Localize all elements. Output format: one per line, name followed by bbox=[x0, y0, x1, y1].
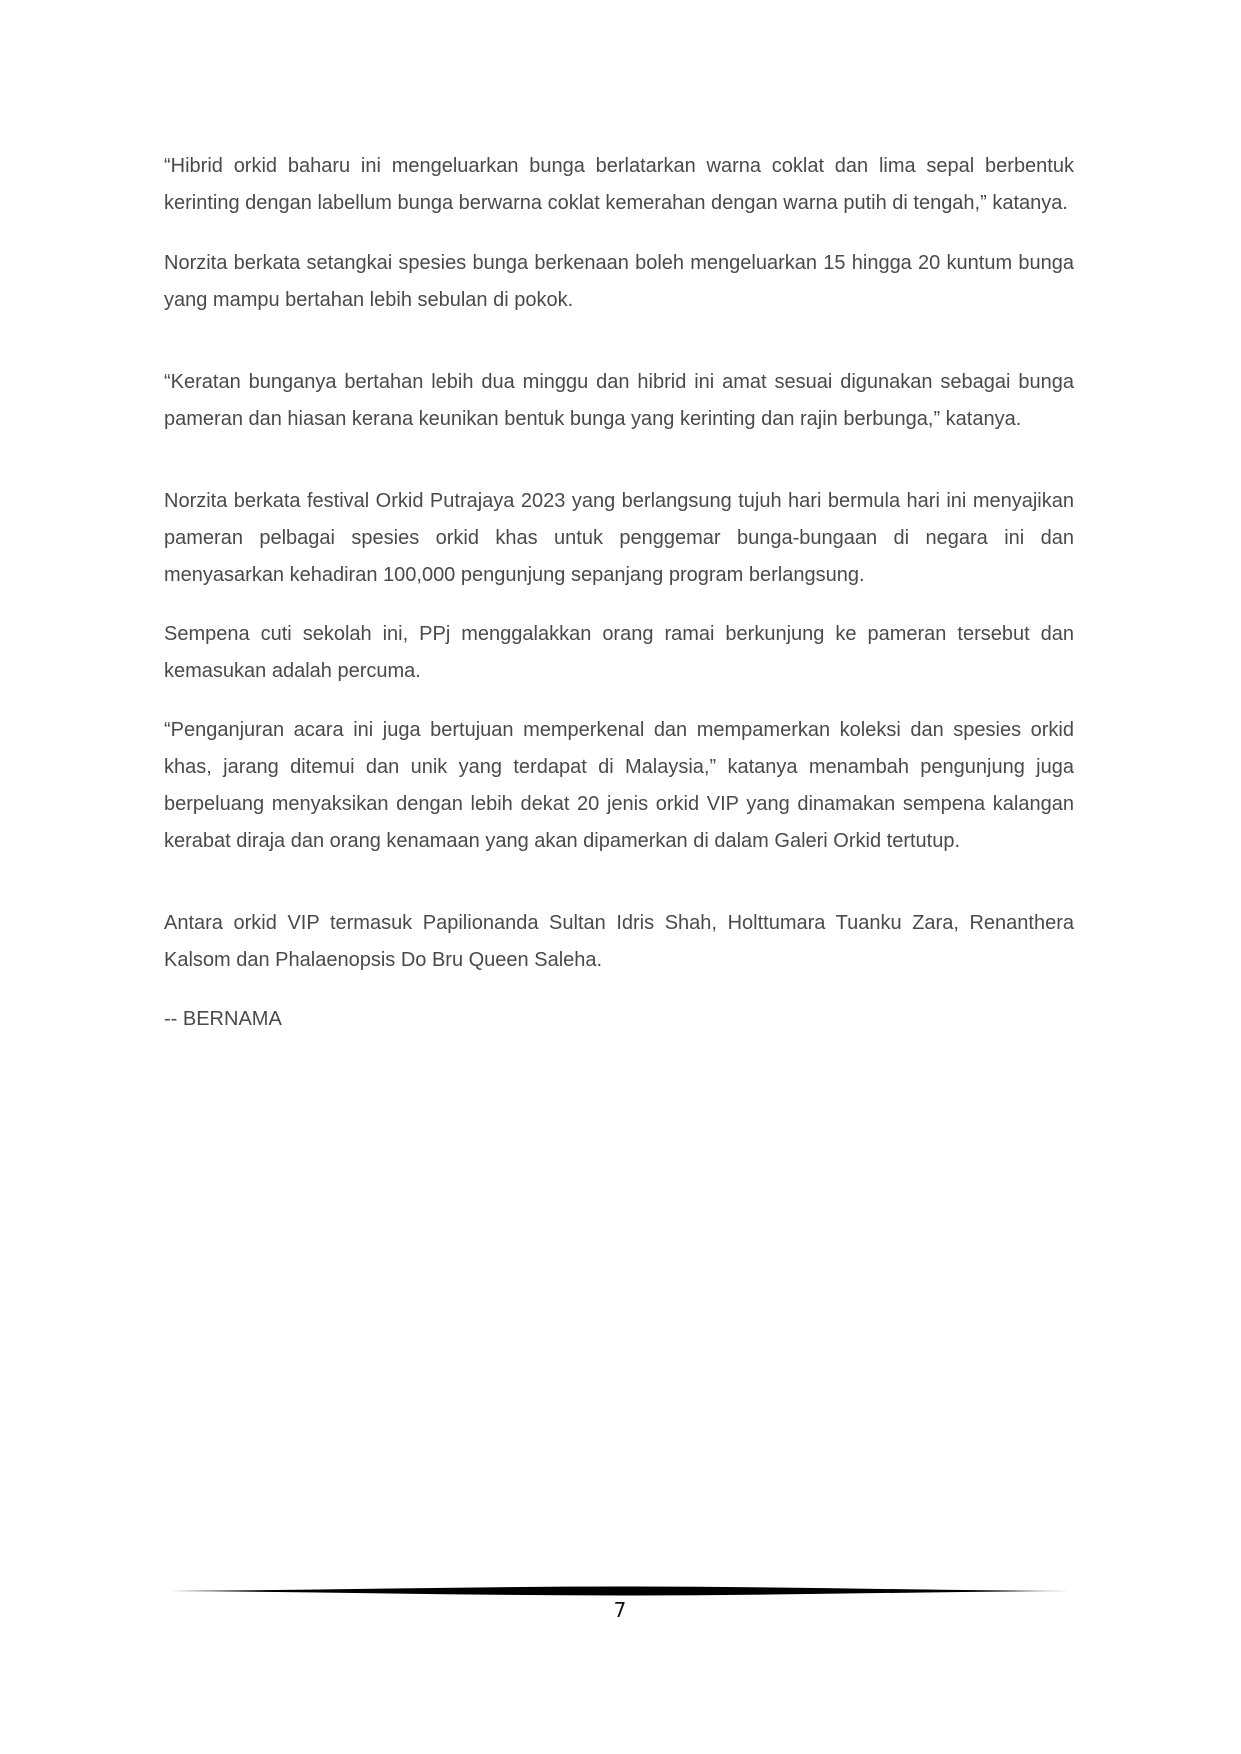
paragraph-event-purpose: “Penganjuran acara ini juga bertujuan memperkenal dan mempamerkan koleksi dan spesies orkid khas, jarang ditemui dan unik yang terdapat di Malaysia,” katanya menambah pengunjung juga berpeluang menyaksikan dengan lebih dekat 20 jenis orkid VIP yang dinamakan sempena kalangan kerabat diraja dan orang kenamaan yang akan dipamerkan di dalam Galeri Orkid tertutup. bbox=[164, 719, 1074, 852]
footer-divider bbox=[170, 1585, 1070, 1597]
article-body bbox=[164, 148, 1074, 1038]
article-source-credit: -- BERNAMA bbox=[164, 1008, 282, 1030]
paragraph-vip-orchids: Antara orkid VIP termasuk Papilionanda Sultan Idris Shah, Holttumara Tuanku Zara, Renanthera Kalsom dan Phalaenopsis Do Bru Queen Saleha. bbox=[164, 912, 1074, 971]
paragraph-cut-flower-durability: “Keratan bunganya bertahan lebih dua minggu dan hibrid ini amat sesuai digunakan sebagai bunga pameran dan hiasan kerana keunikan bentuk bunga yang kerinting dan rajin berbunga,” katanya. bbox=[164, 371, 1074, 430]
page-number: 7 bbox=[613, 1598, 627, 1622]
paragraph-free-admission: Sempena cuti sekolah ini, PPj menggalakkan orang ramai berkunjung ke pameran tersebut dan kemasukan adalah percuma. bbox=[164, 623, 1074, 682]
paragraph-festival-overview: Norzita berkata festival Orkid Putrajaya 2023 yang berlangsung tujuh hari bermula hari ini menyajikan pameran pelbagai spesies orkid khas untuk penggemar bunga-bungaan di negara ini dan menyasarkan kehadiran 100,000 pengunjung sepanjang program berlangsung. bbox=[164, 490, 1074, 586]
paragraph-bloom-count: Norzita berkata setangkai spesies bunga berkenaan boleh mengeluarkan 15 hingga 20 kuntum bunga yang mampu bertahan lebih sebulan di pokok. bbox=[164, 252, 1074, 311]
paragraph-hybrid-description: “Hibrid orkid baharu ini mengeluarkan bunga berlatarkan warna coklat dan lima sepal berbentuk kerinting dengan labellum bunga berwarna coklat kemerahan dengan warna putih di tengah,” katanya. bbox=[164, 155, 1074, 214]
